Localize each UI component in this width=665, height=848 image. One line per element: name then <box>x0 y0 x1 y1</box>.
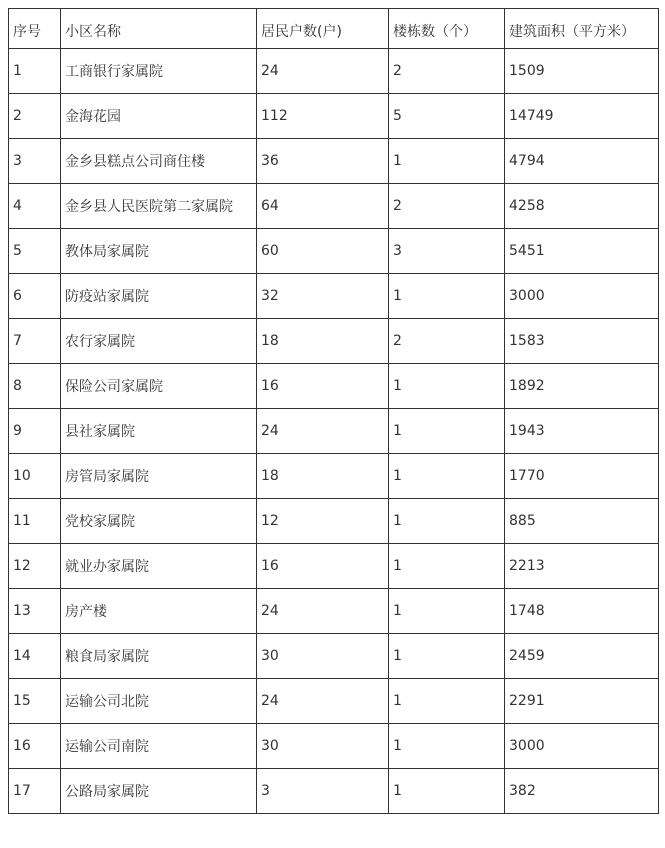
cell-floor-area: 885 <box>505 499 659 544</box>
cell-buildings: 1 <box>389 679 505 724</box>
table-row <box>9 139 659 184</box>
cell-community-name: 农行家属院 <box>61 319 257 364</box>
cell-floor-area: 1770 <box>505 454 659 499</box>
cell-households: 16 <box>257 364 389 409</box>
cell-index: 8 <box>9 364 61 409</box>
header-community-name: 小区名称 <box>61 9 257 49</box>
cell-community-name: 县社家属院 <box>61 409 257 454</box>
cell-buildings: 1 <box>389 544 505 589</box>
cell-buildings: 2 <box>389 184 505 229</box>
header-households: 居民户数(户) <box>257 9 389 49</box>
cell-households: 16 <box>257 544 389 589</box>
cell-floor-area: 5451 <box>505 229 659 274</box>
cell-buildings: 1 <box>389 139 505 184</box>
table-row <box>9 589 659 634</box>
cell-community-name: 粮食局家属院 <box>61 634 257 679</box>
cell-community-name: 工商银行家属院 <box>61 49 257 94</box>
cell-community-name: 党校家属院 <box>61 499 257 544</box>
cell-buildings: 5 <box>389 94 505 139</box>
cell-floor-area: 4258 <box>505 184 659 229</box>
table-row <box>9 724 659 769</box>
cell-community-name: 房管局家属院 <box>61 454 257 499</box>
community-table <box>8 8 659 814</box>
cell-floor-area: 1583 <box>505 319 659 364</box>
table-row <box>9 544 659 589</box>
cell-floor-area: 3000 <box>505 724 659 769</box>
table-row <box>9 49 659 94</box>
header-buildings: 楼栋数（个） <box>389 9 505 49</box>
cell-community-name: 运输公司北院 <box>61 679 257 724</box>
table-row <box>9 274 659 319</box>
cell-community-name: 保险公司家属院 <box>61 364 257 409</box>
cell-index: 3 <box>9 139 61 184</box>
cell-index: 13 <box>9 589 61 634</box>
table-row <box>9 94 659 139</box>
cell-floor-area: 1748 <box>505 589 659 634</box>
cell-households: 3 <box>257 769 389 814</box>
cell-buildings: 2 <box>389 49 505 94</box>
table-row <box>9 634 659 679</box>
cell-floor-area: 4794 <box>505 139 659 184</box>
cell-households: 32 <box>257 274 389 319</box>
table-row <box>9 679 659 724</box>
cell-floor-area: 1943 <box>505 409 659 454</box>
cell-index: 12 <box>9 544 61 589</box>
cell-index: 16 <box>9 724 61 769</box>
header-index: 序号 <box>9 9 61 49</box>
table-row <box>9 184 659 229</box>
cell-households: 24 <box>257 679 389 724</box>
table-row <box>9 364 659 409</box>
cell-community-name: 金乡县人民医院第二家属院 <box>61 184 257 229</box>
cell-households: 112 <box>257 94 389 139</box>
cell-buildings: 1 <box>389 724 505 769</box>
cell-households: 18 <box>257 454 389 499</box>
cell-index: 5 <box>9 229 61 274</box>
cell-index: 2 <box>9 94 61 139</box>
cell-community-name: 房产楼 <box>61 589 257 634</box>
cell-index: 6 <box>9 274 61 319</box>
cell-households: 24 <box>257 49 389 94</box>
cell-buildings: 2 <box>389 319 505 364</box>
cell-community-name: 防疫站家属院 <box>61 274 257 319</box>
cell-households: 60 <box>257 229 389 274</box>
table-row <box>9 769 659 814</box>
cell-floor-area: 2213 <box>505 544 659 589</box>
header-floor-area: 建筑面积（平方米） <box>505 9 659 49</box>
cell-index: 1 <box>9 49 61 94</box>
cell-buildings: 1 <box>389 589 505 634</box>
cell-buildings: 1 <box>389 634 505 679</box>
cell-floor-area: 2459 <box>505 634 659 679</box>
cell-buildings: 1 <box>389 769 505 814</box>
cell-households: 30 <box>257 634 389 679</box>
table-row <box>9 499 659 544</box>
cell-index: 17 <box>9 769 61 814</box>
cell-floor-area: 1509 <box>505 49 659 94</box>
community-table-container <box>8 8 659 814</box>
cell-households: 36 <box>257 139 389 184</box>
cell-community-name: 金乡县糕点公司商住楼 <box>61 139 257 184</box>
cell-buildings: 1 <box>389 409 505 454</box>
cell-index: 15 <box>9 679 61 724</box>
cell-households: 64 <box>257 184 389 229</box>
cell-floor-area: 14749 <box>505 94 659 139</box>
cell-buildings: 1 <box>389 454 505 499</box>
cell-community-name: 就业办家属院 <box>61 544 257 589</box>
cell-households: 24 <box>257 409 389 454</box>
cell-households: 30 <box>257 724 389 769</box>
cell-community-name: 公路局家属院 <box>61 769 257 814</box>
cell-households: 18 <box>257 319 389 364</box>
cell-floor-area: 2291 <box>505 679 659 724</box>
table-row <box>9 229 659 274</box>
cell-index: 9 <box>9 409 61 454</box>
cell-floor-area: 382 <box>505 769 659 814</box>
table-header-row <box>9 9 659 49</box>
table-row <box>9 319 659 364</box>
cell-buildings: 1 <box>389 274 505 319</box>
cell-buildings: 1 <box>389 364 505 409</box>
cell-floor-area: 1892 <box>505 364 659 409</box>
cell-index: 4 <box>9 184 61 229</box>
cell-community-name: 教体局家属院 <box>61 229 257 274</box>
cell-households: 24 <box>257 589 389 634</box>
cell-floor-area: 3000 <box>505 274 659 319</box>
table-row <box>9 454 659 499</box>
cell-index: 14 <box>9 634 61 679</box>
table-row <box>9 409 659 454</box>
table-body <box>9 49 659 814</box>
cell-community-name: 金海花园 <box>61 94 257 139</box>
cell-index: 10 <box>9 454 61 499</box>
cell-index: 7 <box>9 319 61 364</box>
cell-index: 11 <box>9 499 61 544</box>
cell-buildings: 3 <box>389 229 505 274</box>
cell-buildings: 1 <box>389 499 505 544</box>
cell-households: 12 <box>257 499 389 544</box>
cell-community-name: 运输公司南院 <box>61 724 257 769</box>
